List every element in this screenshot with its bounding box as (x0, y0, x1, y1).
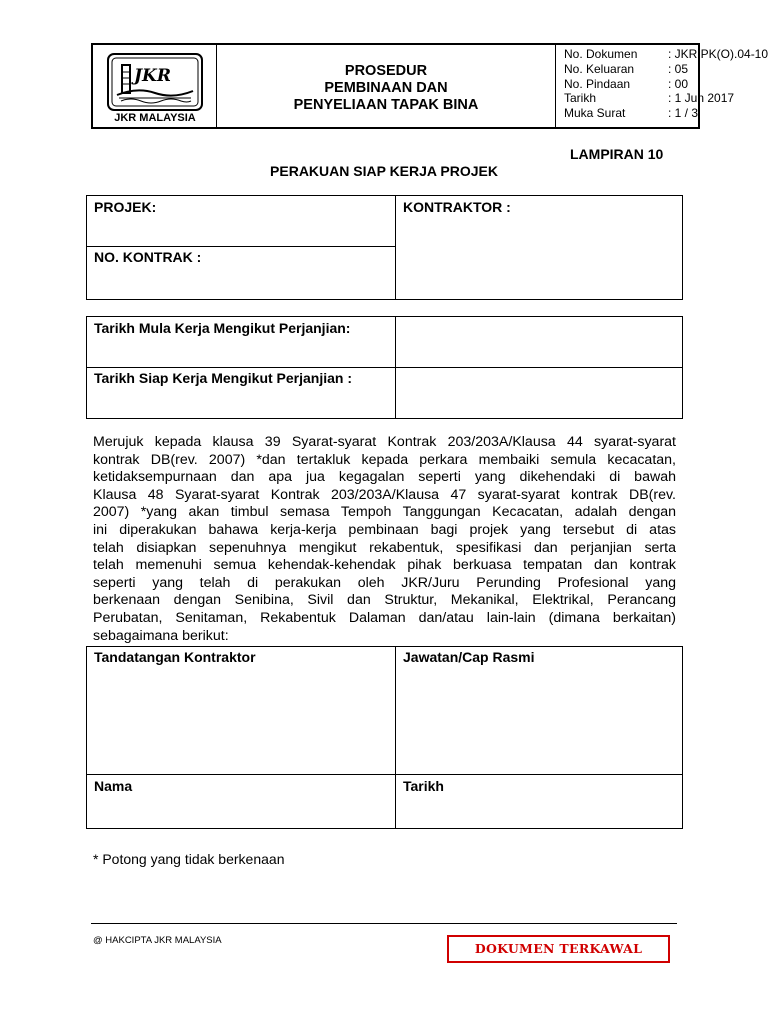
paragraph-line: berkenaan dengan Senibina, Sivil dan Struktur, Mekanikal, Elektrikal, Perancang (93, 592, 676, 609)
paragraph-line: kontrak DB(rev. 2007) *dan tertakluk kepada perkara membaiki semula kecacatan, (93, 451, 676, 468)
jawatan-label: Jawatan/Cap Rasmi (403, 649, 535, 665)
footnote: * Potong yang tidak berkenaan (93, 851, 285, 867)
jkr-logo (107, 53, 203, 111)
project-table-divider (395, 196, 396, 299)
meta-value: : 05 (668, 62, 689, 76)
paragraph-line: 2007) *yang akan timbul semasa Tempoh Tanggungan Kecacatan, adalah dengan (93, 504, 676, 521)
procedure-title-line-3: PENYELIAAN TAPAK BINA (293, 97, 479, 113)
controlled-document-stamp: DOKUMEN TERKAWAL (447, 935, 670, 963)
paragraph-line: sebagaimana berikut: (93, 627, 229, 644)
meta-value: : JKR.PK(O).04-10 (668, 47, 768, 61)
logo-caption: JKR MALAYSIA (114, 112, 196, 124)
dates-table-row-divider (87, 367, 682, 368)
procedure-title-line-2: PEMBINAAN DAN (324, 80, 448, 96)
paragraph-line: Merujuk kepada klausa 39 Syarat-syarat Kontrak 203/203A/Klausa 44 syarat-syarat (93, 434, 676, 450)
paragraph-line: Klausa 48 Syarat-syarat Kontrak 203/203A/Klausa 47 syarat-syarat kontrak DB(rev. (93, 486, 676, 503)
document-meta (556, 45, 768, 127)
meta-label: No. Keluaran (564, 62, 635, 76)
procedure-title-cell (217, 45, 556, 127)
document-header (91, 43, 768, 129)
meta-value: : 1 / 3 (668, 106, 699, 120)
signature-table (86, 646, 683, 829)
meta-label: No. Dokumen (564, 47, 638, 61)
logo-cell (93, 45, 217, 127)
meta-value: : 1 Jun 2017 (668, 91, 735, 105)
project-table-row-divider (87, 246, 395, 247)
procedure-title-line-1: PROSEDUR (344, 63, 428, 79)
lampiran-label: LAMPIRAN 10 (570, 146, 664, 162)
tandatangan-label: Tandatangan Kontraktor (94, 649, 256, 665)
signature-table-divider (395, 647, 396, 828)
signature-table-row-divider (87, 774, 682, 775)
paragraph-line: Perubatan, Senitaman, Rekabentuk Dalaman dan/atau lain-lain (dimana berkaitan) (93, 609, 676, 626)
tarikh-siap-label: Tarikh Siap Kerja Mengikut Perjanjian : (94, 370, 353, 386)
paragraph-line: ketidaksempurnaan dan apa jua kegagalan seperti yang dikehendaki di bawah (93, 469, 676, 486)
no-kontrak-label: NO. KONTRAK : (94, 249, 202, 265)
paragraph-line: seperti yang telah di perakukan oleh JKR/Juru Perunding Profesional yang (93, 574, 676, 591)
paragraph-line: ini diperakukan bahawa kerja-kerja pembinaan bagi projek yang tersebut di atas (93, 521, 676, 538)
meta-label: No. Pindaan (564, 77, 631, 91)
logo-wordmark: JKR (134, 66, 171, 86)
certification-paragraph (93, 434, 676, 645)
projek-label: PROJEK: (94, 199, 157, 215)
paragraph-line: telah disiapkan sepenuhnya mengikut rekabentuk, spesifikasi dan perjanjian serta (93, 539, 676, 556)
project-table (86, 195, 683, 300)
footer-divider (91, 923, 677, 924)
kontraktor-label: KONTRAKTOR : (403, 199, 511, 215)
document-title: PERAKUAN SIAP KERJA PROJEK (270, 163, 498, 179)
meta-label: Muka Surat (564, 106, 626, 120)
meta-value: : 00 (668, 77, 689, 91)
nama-label: Nama (94, 778, 133, 794)
copyright-text: @ HAKCIPTA JKR MALAYSIA (93, 935, 222, 946)
meta-label: Tarikh (564, 91, 597, 105)
dates-table (86, 316, 683, 419)
paragraph-line: telah memenuhi semua kehendak-kehendak pihak berkuasa tempatan dan kontrak (93, 557, 676, 574)
tarikh-label: Tarikh (403, 778, 444, 794)
tarikh-mula-label: Tarikh Mula Kerja Mengikut Perjanjian: (94, 320, 351, 336)
